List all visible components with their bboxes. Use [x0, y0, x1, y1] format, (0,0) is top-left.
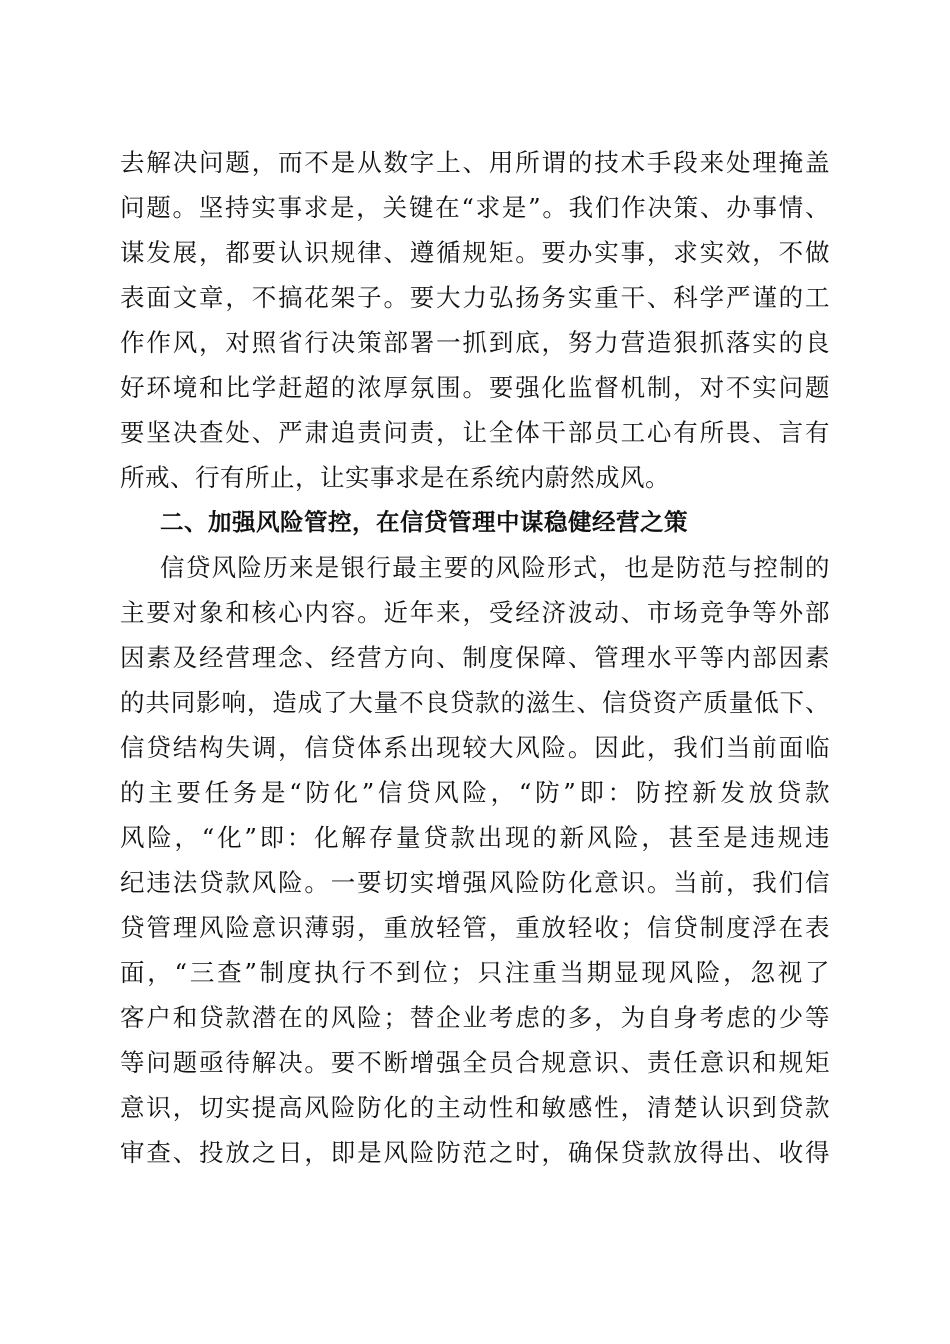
paragraph-2-line-1: 信贷风险历来是银行最主要的风险形式，也是防范与控制的: [160, 553, 830, 582]
paragraph-2-line-6: 的主要任务是“防化”信贷风险，“防”即：防控新发放贷款: [120, 778, 830, 807]
paragraph-2-line-14: 审查、投放之日，即是风险防范之时，确保贷款放得出、收得: [120, 1138, 830, 1167]
paragraph-1-line-8: 所戒、行有所止，让实事求是在系统内蔚然成风。: [120, 463, 670, 492]
paragraph-1-line-3: 谋发展，都要认识规律、遵循规矩。要办实事，求实效，不做: [120, 238, 830, 267]
paragraph-1-line-1: 去解决问题，而不是从数字上、用所谓的技术手段来处理掩盖: [120, 148, 830, 177]
paragraph-2-line-10: 面，“三查”制度执行不到位；只注重当期显现风险，忽视了: [120, 958, 830, 987]
paragraph-2-line-11: 客户和贷款潜在的风险；替企业考虑的多，为自身考虑的少等: [120, 1003, 830, 1032]
paragraph-2-line-2: 主要对象和核心内容。近年来，受经济波动、市场竞争等外部: [120, 598, 830, 627]
paragraph-2-line-12: 等问题亟待解决。要不断增强全员合规意识、责任意识和规矩: [120, 1048, 830, 1077]
paragraph-1-line-2: 问题。坚持实事求是，关键在“求是”。我们作决策、办事情、: [120, 193, 830, 222]
paragraph-1-line-5: 作作风，对照省行决策部署一抓到底，努力营造狠抓落实的良: [120, 328, 830, 357]
paragraph-2-line-4: 的共同影响，造成了大量不良贷款的滋生、信贷资产质量低下、: [120, 688, 830, 717]
paragraph-2-line-13: 意识，切实提高风险防化的主动性和敏感性，清楚认识到贷款: [120, 1093, 830, 1122]
paragraph-2-line-7: 风险，“化”即：化解存量贷款出现的新风险，甚至是违规违: [120, 823, 830, 852]
paragraph-1-line-4: 表面文章，不搞花架子。要大力弘扬务实重干、科学严谨的工: [120, 283, 830, 312]
paragraph-2-line-3: 因素及经营理念、经营方向、制度保障、管理水平等内部因素: [120, 643, 830, 672]
paragraph-2-line-9: 贷管理风险意识薄弱，重放轻管，重放轻收；信贷制度浮在表: [120, 913, 830, 942]
paragraph-1-line-6: 好环境和比学赶超的浓厚氛围。要强化监督机制，对不实问题: [120, 373, 830, 402]
section-heading: 二、加强风险管控，在信贷管理中谋稳健经营之策: [160, 508, 688, 536]
paragraph-1-line-7: 要坚决查处、严肃追责问责，让全体干部员工心有所畏、言有: [120, 418, 830, 447]
paragraph-2-line-5: 信贷结构失调，信贷体系出现较大风险。因此，我们当前面临: [120, 733, 830, 762]
paragraph-2-line-8: 纪违法贷款风险。一要切实增强风险防化意识。当前，我们信: [120, 868, 830, 897]
document-body: [120, 140, 830, 1175]
